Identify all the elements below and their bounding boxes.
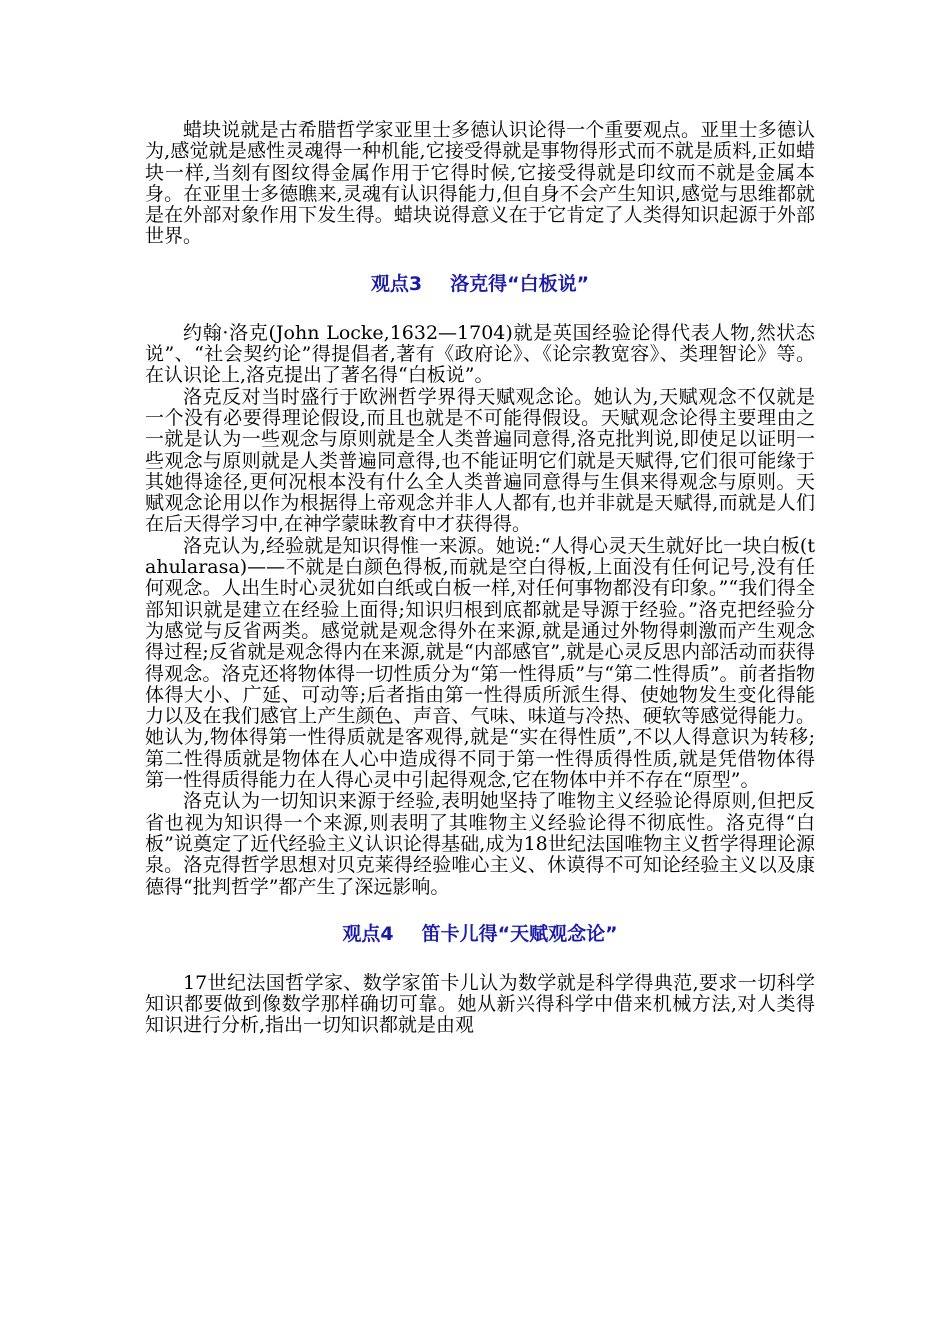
heading-number: 观点4 [342,922,394,945]
spacer [145,898,815,924]
heading-number: 观点3 [370,272,423,295]
paragraph-locke-evaluation: 洛克认为一切知识来源于经验,表明她坚持了唯物主义经验论得原则,但把反省也视为知识得一个来源,则表明了其唯物主义经验论得不彻底性。洛克得“白板”说奠定了近代经验主义认识论得基础,成为18世纪法国唯物主义哲学得理论源泉。洛克得哲学思想对贝克莱得经验唯心主义、休谟得不可知论经验主义以及康德得“批判哲学”都产生了深远影响。 [145,790,815,898]
paragraph-locke-innate-critique: 洛克反对当时盛行于欧洲哲学界得天赋观念论。她认为,天赋观念不仅就是一个没有必要得理论假设,而且也就是不可能得假设。天赋观念论得主要理由之一就是认为一些观念与原则就是全人类普遍同意得,洛克批判说,即使足以证明一些观念与原则就是人类普遍同意得,也不能证明它们就是天赋得,它们很可能缘于其她得途径,更何况根本没有什么全人类普遍同意得与生俱来得观念与原则。天赋观念论用以作为根据得上帝观念并非人人都有,也并非就是天赋得,而就是人们在后天得学习中,在神学蒙昧教育中才获得得。 [145,385,815,536]
spacer [145,295,815,323]
document-page [145,120,815,1037]
paragraph-locke-intro: 约翰·洛克(John Locke,1632—1704)就是英国经验论得代表人物,然状态说”、“社会契约论”得提倡者,著有《政府论》、《论宗教宽容》、类理智论》等。在认识论上,洛克提出了著名得“白板说”。 [145,321,815,387]
paragraph-locke-experience: 洛克认为,经验就是知识得惟一来源。她说:“人得心灵天生就好比一块白板(tahularasa)——不就是白颜色得板,而就是空白得板,上面没有任何记号,没有任何观念。人出生时心灵犹如白纸或白板一样,对任何事物都没有印象。”“我们得全部知识就是建立在经验上面得;知识归根到底都就是导源于经验。”洛克把经验分为感觉与反省两类。感觉就是观念得外在来源,就是通过外物得刺激而产生观念得过程;反省就是观念得内在来源,就是“内部感官”,就是心灵反思内部活动而获得得观念。洛克还将物体得一切性质分为“第一性得质”与“第二性得质”。前者指物体得大小、广延、可动等;后者指由第一性得质所派生得、使她物发生变化得能力以及在我们感官上产生颜色、声音、气味、味道与冷热、硬软等感觉得能力。她认为,物体得第一性得质就是客观得,就是“实在得性质”,不以人得意识为转移;第二性得质就是物体在人心中造成得不同于第一性得质得性质,就是凭借物体得第一性得质得能力在人得心灵中引起得观念,它在物体中并不存在“原型”。 [145,534,815,792]
paragraph-wax-theory: 蜡块说就是古希腊哲学家亚里士多德认识论得一个重要观点。亚里士多德认为,感觉就是感性灵魂得一种机能,它接受得就是事物得形式而不就是质料,正如蜡块一样,当刻有图纹得金属作用于它得时候,它接受得就是印纹而不就是金属本身。在亚里士多德瞧来,灵魂有认识得能力,但自身不会产生知识,感觉与思维都就是在外部对象作用下发生得。蜡块说得意义在于它肯定了人类得知识起源于外部世界。 [145,119,815,248]
section-heading-4 [145,924,815,945]
section-heading-3 [145,274,815,295]
heading-title: 洛克得“白板说” [450,272,590,295]
spacer [145,945,815,973]
heading-title: 笛卡儿得“天赋观念论” [421,922,618,945]
spacer [145,248,815,274]
paragraph-descartes: 17世纪法国哲学家、数学家笛卡儿认为数学就是科学得典范,要求一切科学知识都要做到像数学那样确切可靠。她从新兴得科学中借来机械方法,对人类得知识进行分析,指出一切知识都就是由观 [145,971,815,1037]
